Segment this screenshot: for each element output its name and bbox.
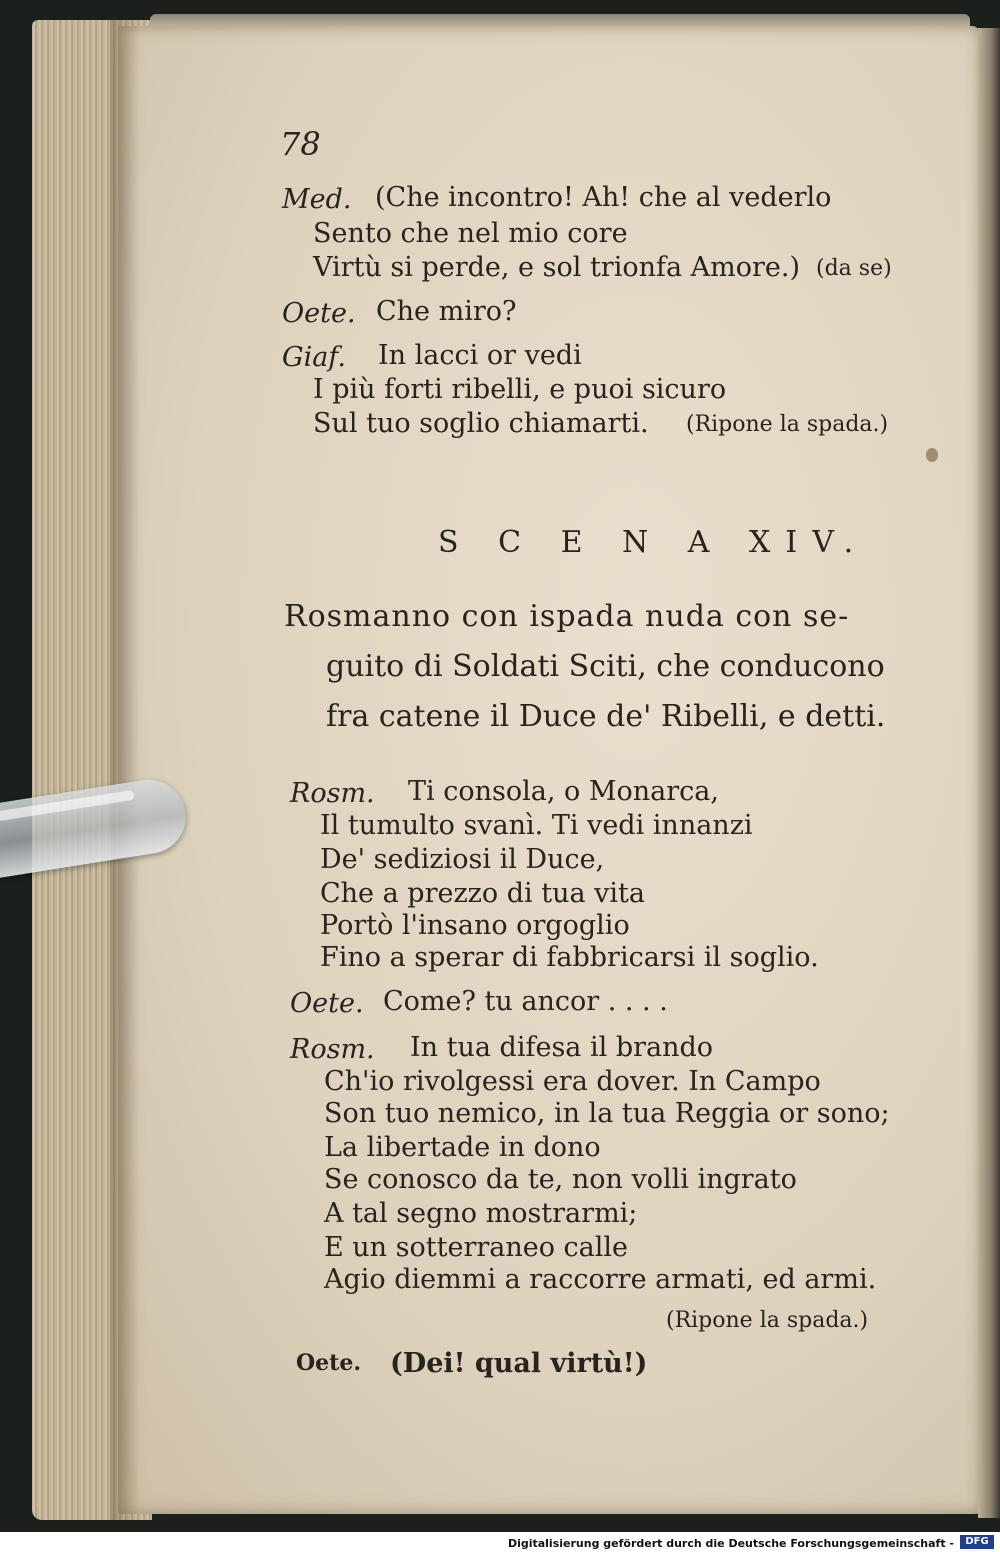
stage-direction: (da se) [816, 256, 892, 281]
dialogue-line: La libertade in dono [324, 1132, 601, 1163]
dialogue-line: I più forti ribelli, e puoi sicuro [313, 374, 727, 405]
dialogue-line: In tua difesa il brando [410, 1032, 714, 1063]
speaker-label: Rosm. [290, 1034, 375, 1065]
dialogue-line: In lacci or vedi [378, 340, 582, 371]
scene-description-line: Rosmanno con ispada nuda con se- [284, 599, 850, 634]
stage-direction: (Ripone la spada.) [686, 412, 889, 437]
ink-stain [926, 448, 938, 462]
dialogue-line: De' sediziosi il Duce, [320, 844, 605, 875]
dialogue-line: Sul tuo soglio chiamarti. [313, 408, 649, 439]
gutter-shadow [110, 20, 140, 1520]
digitization-footer [0, 1532, 1000, 1552]
speaker-label: Med. [282, 184, 352, 215]
dialogue-line: Come? tu ancor . . . . [383, 986, 668, 1017]
speaker-label: Oete. [290, 988, 364, 1019]
dialogue-line: E un sotterraneo calle [324, 1232, 629, 1263]
dialogue-line: Che a prezzo di tua vita [320, 878, 646, 909]
dialogue-line: Che miro? [376, 296, 517, 327]
dialogue-line: Ch'io rivolgessi era dover. In Campo [324, 1066, 821, 1097]
scene-description-line: guito di Soldati Sciti, che conducono [326, 649, 885, 684]
speaker-label: Rosm. [290, 778, 375, 809]
speaker-label: Oete. [296, 1350, 361, 1376]
dialogue-line: (Che incontro! Ah! che al vederlo [375, 182, 832, 213]
speaker-label: Giaf. [282, 342, 346, 373]
stage-direction: (Ripone la spada.) [666, 1308, 869, 1333]
dialogue-line: Il tumulto svanì. Ti vedi innanzi [320, 810, 753, 841]
dialogue-line: (Dei! qual virtù!) [390, 1348, 648, 1379]
dialogue-line: Portò l'insano orgoglio [320, 910, 630, 941]
dfg-logo: DFG [960, 1535, 994, 1549]
footer-credit: Digitalisierung gefördert durch die Deutsche Forschungsgemeinschaft - [507, 1537, 954, 1550]
dialogue-line: Se conosco da te, non volli ingrato [324, 1164, 797, 1195]
dialogue-line: Sento che nel mio core [313, 218, 628, 249]
dialogue-line: A tal segno mostrarmi; [324, 1198, 638, 1229]
page-number: 78 [280, 125, 321, 163]
dialogue-line: Son tuo nemico, in la tua Reggia or sono; [324, 1098, 890, 1129]
scene-description-line: fra catene il Duce de' Ribelli, e detti. [326, 699, 886, 734]
dialogue-line: Agio diemmi a raccorre armati, ed armi. [324, 1264, 877, 1295]
dialogue-line: Virtù si perde, e sol trionfa Amore.) [313, 252, 801, 283]
dialogue-line: Ti consola, o Monarca, [408, 776, 719, 807]
page-right-edge [978, 28, 1000, 1518]
dialogue-line: Fino a sperar di fabbricarsi il soglio. [320, 942, 819, 973]
scene-heading: S C E N A XIV. [438, 525, 869, 560]
speaker-label: Oete. [282, 298, 356, 329]
